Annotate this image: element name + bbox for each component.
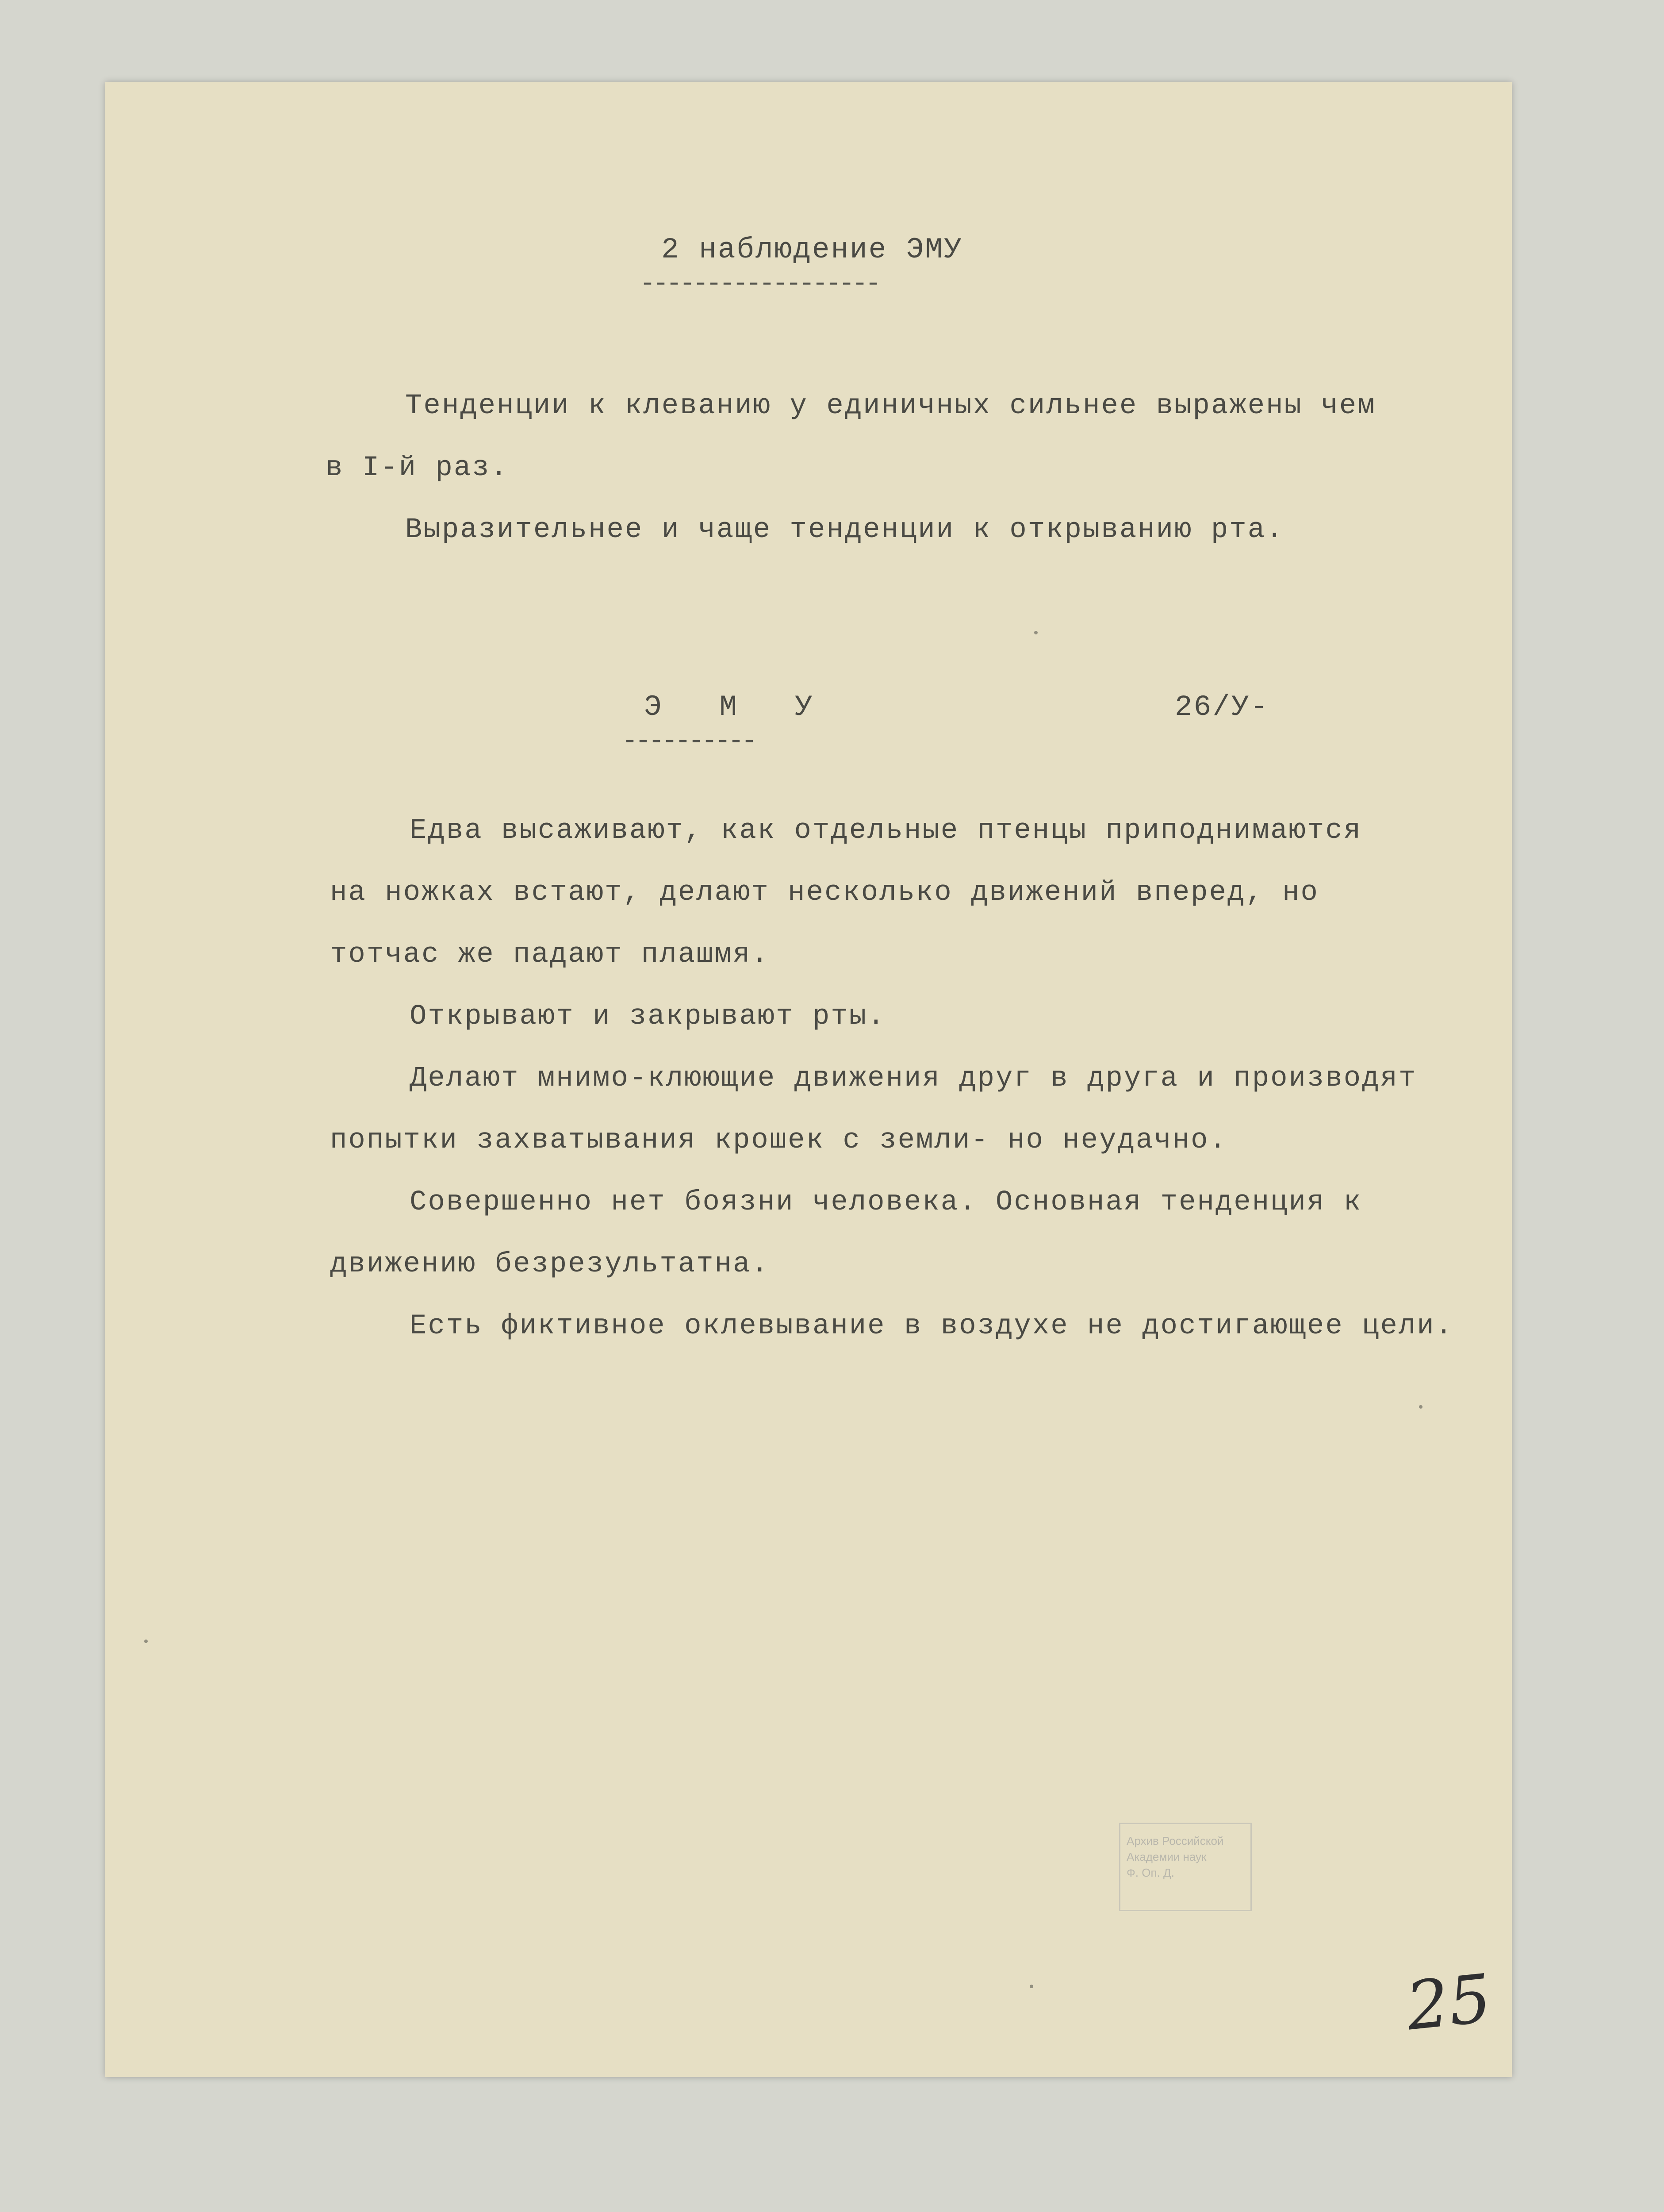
text-line: Тенденции к клеванию у единичных сильнее выражены чем	[405, 390, 1376, 422]
text-line: движению безрезультатна.	[330, 1248, 770, 1280]
text-line: тотчас же падают плашмя.	[330, 939, 770, 971]
text-line: Делают мнимо-клюющие движения друг в друга и производят	[410, 1063, 1417, 1094]
stamp-line: Ф. Оп. Д.	[1127, 1866, 1174, 1879]
text-line: Едва высаживают, как отдельные птенцы приподнимаются	[410, 815, 1362, 847]
text-line: Открывают и закрывают рты.	[410, 1001, 886, 1033]
heading-underline: ------------------	[640, 269, 879, 299]
archive-stamp	[1119, 1823, 1252, 1911]
document-page	[105, 82, 1512, 2077]
text-line: на ножках встают, делают несколько движений вперед, но	[330, 877, 1319, 909]
heading-emu: Э М У	[644, 691, 814, 724]
page-number: 25	[1403, 1960, 1495, 2046]
ink-speck	[1034, 631, 1038, 634]
text-line: Совершенно нет боязни человека. Основная тенденция к	[410, 1187, 1362, 1218]
ink-speck	[1419, 1405, 1422, 1409]
text-line: Выразительнее и чаще тенденции к открыванию рта.	[405, 514, 1284, 546]
heading-underline: ----------	[622, 726, 755, 757]
text-line: в I-й раз.	[326, 452, 509, 484]
stamp-line: Академии наук	[1127, 1850, 1207, 1863]
heading-observation: 2 наблюдение ЭМУ	[661, 233, 963, 266]
stamp-line: Архив Российской	[1127, 1834, 1224, 1847]
ink-speck	[1030, 1985, 1033, 1988]
text-line: попытки захватывания крошек с земли- но неудачно.	[330, 1125, 1227, 1156]
heading-date: 26/У-	[1175, 691, 1269, 724]
ink-speck	[144, 1640, 148, 1643]
text-line: Есть фиктивное оклевывание в воздухе не достигающее цели.	[410, 1310, 1454, 1342]
